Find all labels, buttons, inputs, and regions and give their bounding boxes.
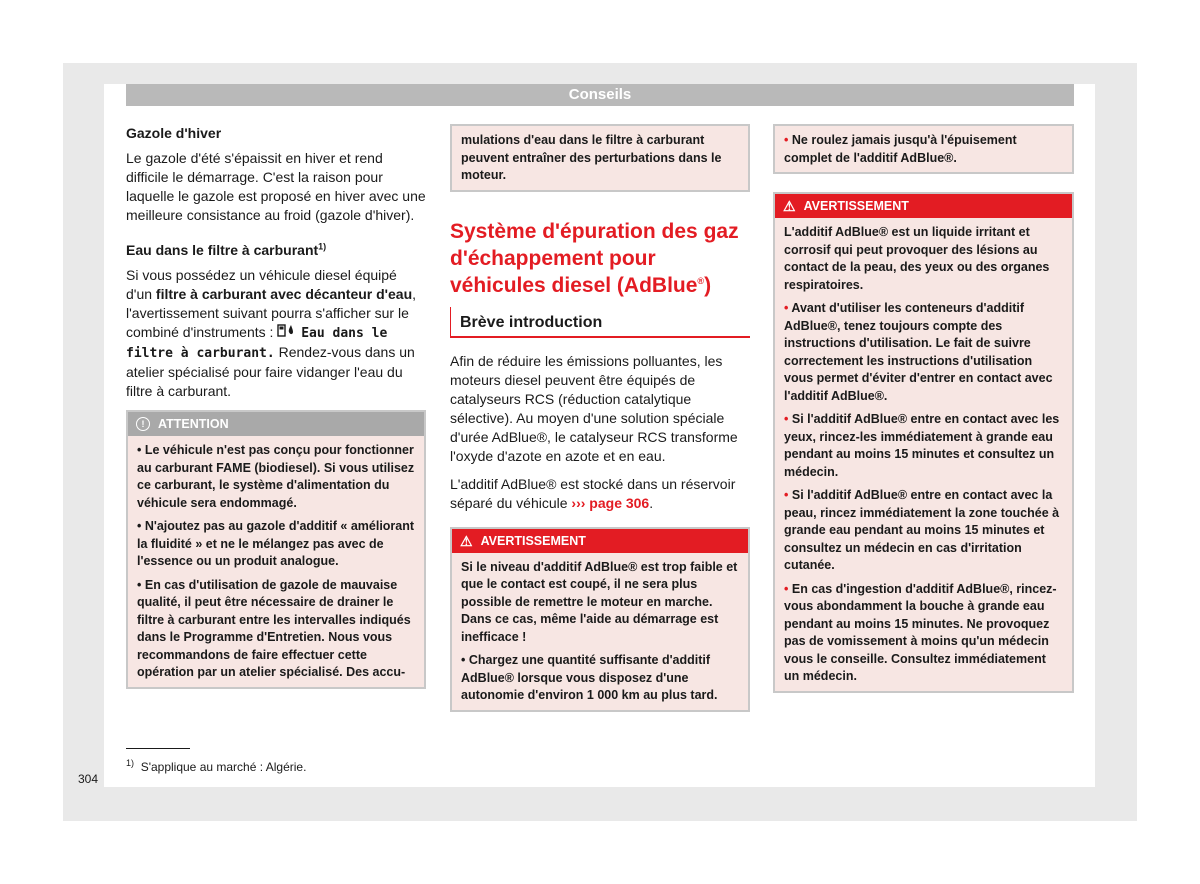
paragraph-winter-diesel: Le gazole d'été s'épaissit en hiver et rend difficile le démarrage. C'est la raison pour laquelle le gazole est proposé en hiver avec une meilleure consistance au froid (gazole d'hiver). (126, 150, 426, 223)
list-item: • En cas d'utilisation de gazole de mauvaise qualité, il peut être nécessaire de drainer le filtre à carburant entre les intervalles indiqués dans le Programme d'Entretien. Nous vous recommandons de faire effectuer cette opération par un atelier spécialisé. Des accu- (137, 577, 411, 679)
section-header: Conseils (126, 84, 1074, 106)
list-item: • Avant d'utiliser les conteneurs d'additif AdBlue®, tenez toujours compte des instructions d'utilisation. Le fait de suivre correctement les instructions d'utilisation vous permet d'éviter d'entrer en contact avec l'additif AdBlue®. (784, 301, 1053, 403)
footnote-divider (126, 748, 190, 749)
warning-box (450, 527, 750, 712)
attention-body (128, 436, 424, 687)
paragraph-water-filter: Si vous possédez un véhicule diesel équipé d'un filtre à carburant avec décanteur d'eau, l'avertissement suivant pourra s'afficher sur le combiné d'instruments : Eau dans le filtre à carburant. Rendez-vous dans un atelier spécialisé pour faire vidanger l'eau du filtre à carburant. (126, 267, 417, 399)
info-icon: ! (136, 417, 150, 431)
warning-header: ⚠ AVERTISSEMENT (452, 529, 748, 553)
list-item: • Chargez une quantité suffisante d'additif AdBlue® lorsque vous disposez d'une autonomie d'environ 1 000 km au plus tard. (461, 653, 718, 702)
list-item: • Si l'additif AdBlue® entre en contact avec la peau, rincez immédiatement la zone touchée à grande eau pendant au moins 15 minutes et consultez un médecin en cas d'irritation cutanée. (784, 488, 1060, 572)
heading-water-filter: Eau dans le filtre à carburant$^{1)}$ (126, 241, 327, 258)
warning-header: ⚠ AVERTISSEMENT (775, 194, 1072, 218)
warning-triangle-icon: ⚠ (460, 532, 473, 549)
warning-body: Si le niveau d'additif AdBlue® est trop faible et que le contact est coupé, il ne sera plus possible de remettre le moteur en marche. Dans ce cas, même l'aide au démarrage est inefficace ! • Chargez une quantité suffisante d'additif AdBlue® lorsque vous disposez d'une autonomie d'environ 1 000 km au plus tard. (452, 553, 748, 710)
column-1 (126, 124, 426, 699)
list-item: • Si l'additif AdBlue® entre en contact avec les yeux, rincez-les immédiatement à grande eau pendant au moins 15 minutes et consultez un médecin. (784, 412, 1060, 479)
list-item: • N'ajoutez pas au gazole d'additif « améliorant la fluidité » et ne le mélangez pas avec de l'essence ou un produit analogue. (137, 519, 415, 568)
footnote: $^{1)}$ S'applique au marché : Algérie. (126, 758, 307, 774)
attention-box (126, 410, 426, 689)
warning-box-adblue (773, 192, 1074, 693)
section-title-adblue: Système d'épuration des gaz d'échappement pour véhicules diesel (AdBlue®) (450, 219, 739, 297)
page-number: 304 (78, 772, 99, 786)
paragraph-reservoir: L'additif AdBlue® est stocké dans un réservoir séparé du véhicule ››› page 306. (450, 475, 736, 511)
list-item: • En cas d'ingestion d'additif AdBlue®, rincez-vous abondamment la bouche à grande eau pendant au moins 15 minutes. Ne provoquez pas de vomissement à moins qu'un médecin vous le conseille. Consultez immédiatement un médecin. (784, 581, 1057, 683)
heading-winter-diesel: Gazole d'hiver (126, 125, 222, 141)
fuel-water-icon (277, 324, 301, 340)
warning-body: L'additif AdBlue® est un liquide irritant et corrosif qui peut provoquer des lésions au contact de la peau, des yeux ou des organes respiratoires. • Avant d'utiliser les conteneurs d'additif AdBlue®, tenez toujours compte des instructions d'utilisation. Le fait de suivre correctement les instructions d'utilisation vous permet d'éviter d'entrer en contact avec l'additif AdBlue®. • Si l'additif AdBlue® entre en contact avec les yeux, rincez-les immédiatement à grande eau pendant au moins 15 minutes et consultez un médecin. • Si l'additif AdBlue® entre en contact avec la peau, rincez immédiatement la zone touchée à grande eau pendant au moins 15 minutes et consultez un médecin en cas d'irritation cutanée. • En cas d'ingestion d'additif AdBlue®, rincez-vous abondamment la bouche à grande eau pendant au moins 15 minutes. Ne provoquez pas de vomissement à moins qu'un médecin vous le conseille. Consultez immédiatement un médecin. (775, 218, 1072, 691)
warning-box-continued: • Ne roulez jamais jusqu'à l'épuisement complet de l'additif AdBlue®. (773, 124, 1074, 174)
column-2 (450, 124, 750, 722)
attention-header: ! ATTENTION (128, 412, 424, 436)
attention-box-continued: mulations d'eau dans le filtre à carburant peuvent entraîner des perturbations dans le moteur. (450, 124, 750, 192)
column-3 (773, 124, 1074, 703)
list-item: • Le véhicule n'est pas conçu pour fonctionner au carburant FAME (biodiesel). Si vous utilisez ce carburant, le système d'alimentation du véhicule sera endommagé. (137, 443, 415, 510)
warning-triangle-icon: ⚠ (783, 198, 796, 214)
page-link[interactable]: ››› page 306 (571, 494, 650, 511)
paragraph-intro: Afin de réduire les émissions polluantes, les moteurs diesel peuvent être équipés de catalyseurs RCS (réduction catalytique sélective). Au moyen d'une solution spéciale d'urée AdBlue®, le catalyseur RCS transforme l'oxyde d'azote en azote et en eau. (450, 352, 738, 464)
subheading-intro: Brève introduction (450, 307, 750, 338)
